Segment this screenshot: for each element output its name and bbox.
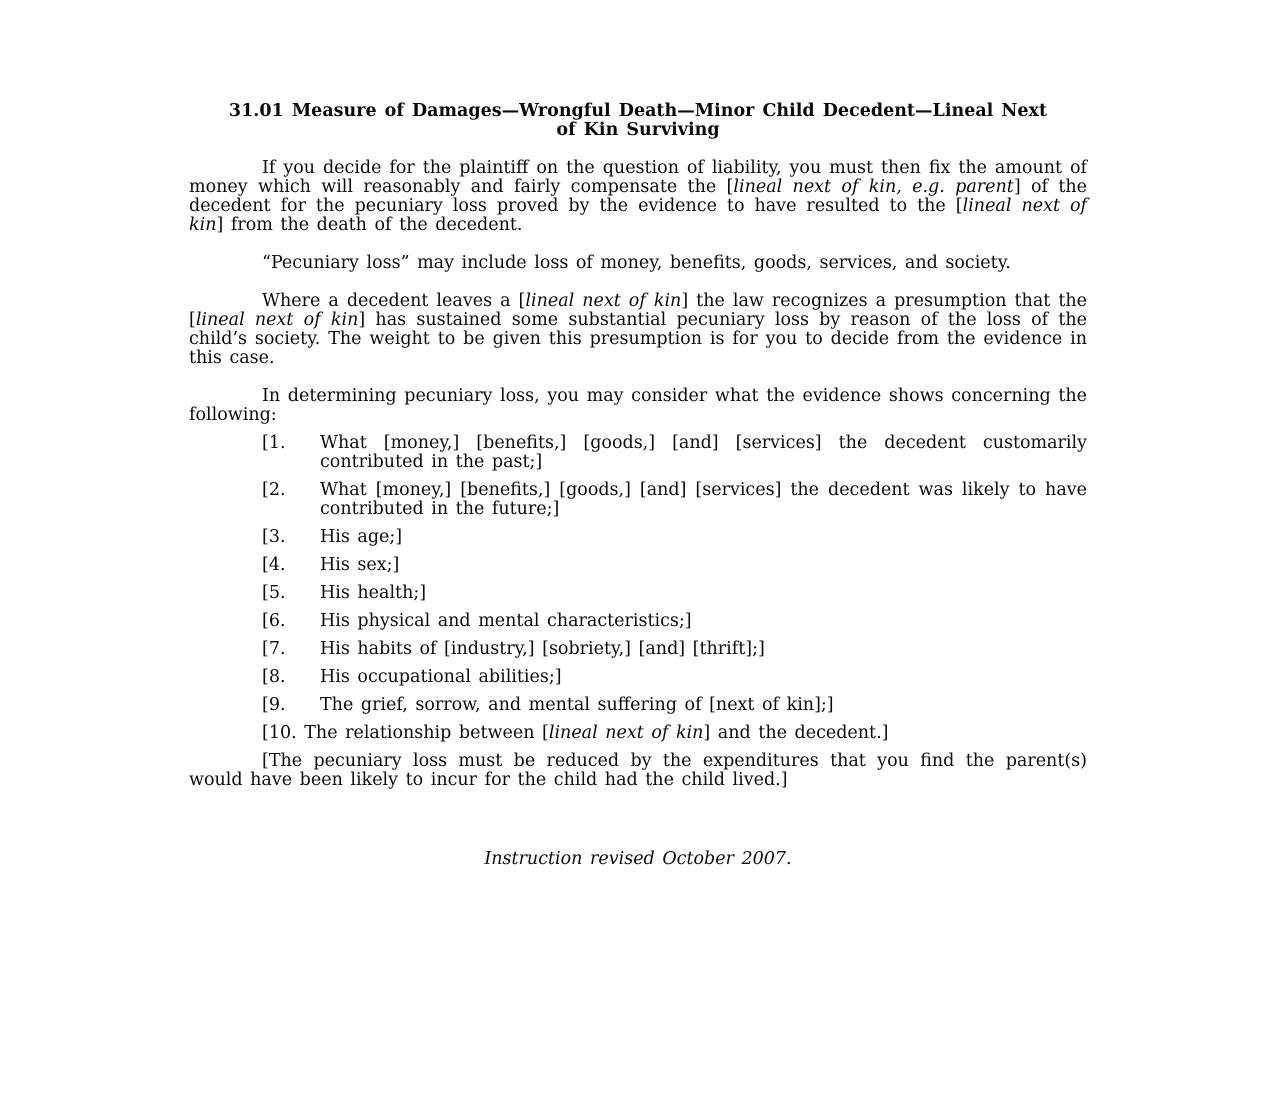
item-text: [304, 723, 888, 743]
list-item: [189, 724, 1087, 743]
list-item: [189, 612, 1087, 631]
item-text: [320, 640, 1087, 659]
text-run: What [money,] [benefits,] [goods,] [and] [services] the decedent customarily contributed in the past;]: [320, 433, 1087, 472]
item-number: [2.: [262, 480, 286, 500]
list-item: [189, 696, 1087, 715]
italic-placeholder-text: lineal next of kin, e.g. parent: [733, 177, 1014, 197]
text-run: “Pecuniary loss” may include loss of money, benefits, goods, services, and society.: [262, 253, 1011, 273]
item-number: [3.: [262, 527, 286, 547]
item-text: [320, 434, 1087, 472]
item-text: [320, 696, 1087, 715]
list-item: [189, 528, 1087, 547]
document-title: [189, 102, 1087, 140]
text-run: ] and the decedent.]: [703, 723, 889, 743]
paragraph: [189, 752, 1087, 790]
list-item: [189, 434, 1087, 472]
list-item: [189, 584, 1087, 603]
item-number: [6.: [262, 611, 286, 631]
item-number: [1.: [262, 433, 286, 453]
item-number: [8.: [262, 667, 286, 687]
text-run: His health;]: [320, 583, 427, 603]
list-item: [189, 481, 1087, 519]
item-text: [320, 556, 1087, 575]
paragraph: [189, 387, 1087, 425]
item-number: [7.: [262, 639, 286, 659]
item-text: [320, 481, 1087, 519]
italic-placeholder-text: lineal next of kin: [195, 310, 359, 330]
item-text: [320, 584, 1087, 603]
text-run: What [money,] [benefits,] [goods,] [and] [services] the decedent was likely to have contributed in the future;]: [320, 480, 1087, 519]
text-run: ] of the decedent for the pecuniary loss proved by the evidence to have resulted to the [: [189, 177, 1087, 216]
italic-placeholder-text: lineal next of kin: [189, 196, 1087, 235]
text-run: His occupational abilities;]: [320, 667, 562, 687]
paragraph: [189, 254, 1087, 273]
item-text: [320, 668, 1087, 687]
text-run: [The pecuniary loss must be reduced by the expenditures that you find the parent(s) would have been likely to incur for the child had the child lived.]: [189, 751, 1087, 790]
item-number: [5.: [262, 583, 286, 603]
text-run: ] the law recognizes a presumption that the [: [189, 291, 1087, 330]
item-number: [9.: [262, 695, 286, 715]
list-item: [189, 640, 1087, 659]
text-run: The grief, sorrow, and mental suffering of [next of kin];]: [320, 695, 834, 715]
factors-list: [189, 434, 1087, 743]
title-line-1: 31.01 Measure of Damages—Wrongful Death—Minor Child Decedent—Lineal Next: [228, 101, 1048, 121]
text-run: ] from the death of the decedent.: [216, 215, 523, 235]
list-item: [189, 556, 1087, 575]
title-line-2: of Kin Surviving: [556, 120, 720, 140]
paragraph: [189, 292, 1087, 368]
revision-note: Instruction revised October 2007.: [484, 849, 792, 869]
paragraph: [189, 159, 1087, 235]
text-run: ] has sustained some substantial pecuniary loss by reason of the loss of the child’s society. The weight to be given this presumption is for you to decide from the evidence in this case.: [189, 310, 1087, 368]
text-run: His physical and mental characteristics;]: [320, 611, 692, 631]
italic-placeholder-text: lineal next of kin: [525, 291, 682, 311]
item-text: [320, 528, 1087, 547]
item-text: [320, 612, 1087, 631]
text-run: His habits of [industry,] [sobriety,] [and] [thrift];]: [320, 639, 765, 659]
text-run: His age;]: [320, 527, 403, 547]
text-run: The relationship between [: [304, 723, 549, 743]
italic-placeholder-text: lineal next of kin: [548, 723, 704, 743]
text-run: If you decide for the plaintiff on the question of liability, you must then fix the amount of money which will reasonably and fairly compensate the [: [189, 158, 1087, 197]
item-number: [4.: [262, 555, 286, 575]
text-run: His sex;]: [320, 555, 400, 575]
item-number: [10.: [262, 723, 297, 743]
text-run: Where a decedent leaves a [: [262, 291, 526, 311]
text-run: In determining pecuniary loss, you may consider what the evidence shows concerning the following:: [189, 386, 1087, 425]
list-item: [189, 668, 1087, 687]
closing-paragraph-container: [189, 752, 1087, 790]
body-paragraphs: [189, 159, 1087, 425]
